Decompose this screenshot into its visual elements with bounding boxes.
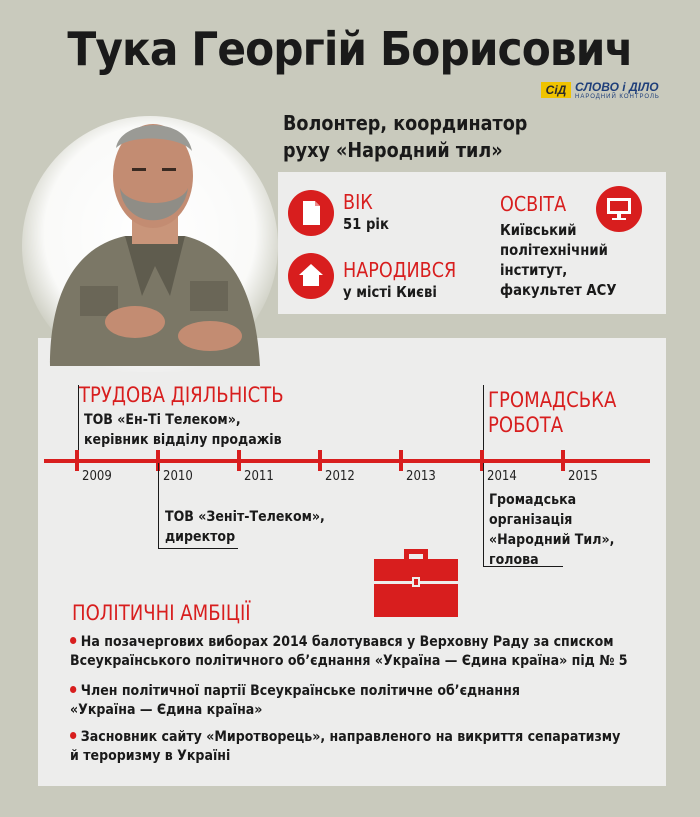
job-zenit xyxy=(165,507,325,547)
politics-item-party-line-2: «Україна — Єдина країна» xyxy=(70,702,263,718)
politics-item-elections-line-1: На позачергових виборах 2014 балотувався у Верховну Раду за списком xyxy=(80,634,614,650)
slovo-i-dilo-logo[interactable] xyxy=(541,80,661,104)
public-org-line-1: Громадська xyxy=(489,492,577,508)
job-zenit-line-2: директор xyxy=(165,529,236,545)
public-marker-line-bottom xyxy=(483,463,484,567)
timeline-tick xyxy=(561,450,565,471)
politics-item-site-line-1: Засновник сайту «Миротворець», направленого на викриття сепаратизму xyxy=(80,729,621,745)
education-label: ОСВІТА xyxy=(500,192,567,216)
politics-item-party xyxy=(70,682,520,720)
education-line-4: факультет АСУ xyxy=(500,281,617,299)
page-title: Тука Георгій Борисович xyxy=(67,22,633,76)
timeline-tick xyxy=(399,450,403,471)
role-line-1: Волонтер, координатор xyxy=(283,111,528,135)
job-entel-line-2: керівник відділу продажів xyxy=(84,432,282,448)
briefcase-icon xyxy=(374,547,458,619)
politics-item-elections xyxy=(70,633,628,671)
year-2014: 2014 xyxy=(487,469,517,484)
timeline-tick xyxy=(75,450,79,471)
public-org-line-2: організація xyxy=(489,512,573,528)
politics-item-site xyxy=(70,728,620,766)
role-line-2: руху «Народний тил» xyxy=(283,138,503,162)
born-value: у місті Києві xyxy=(343,283,437,301)
year-2013: 2013 xyxy=(406,469,436,484)
born-label: НАРОДИВСЯ xyxy=(343,258,457,282)
public-heading xyxy=(488,388,616,438)
logo-name: СЛОВО і ДІЛО xyxy=(575,80,659,94)
public-heading-line-1: ГРОМАДСЬКА xyxy=(488,388,617,412)
job-entel-line-1: ТОВ «Ен-Ті Телеком», xyxy=(84,412,241,428)
education-line-1: Київський xyxy=(500,221,577,239)
public-org xyxy=(489,490,614,570)
timeline-tick xyxy=(318,450,322,471)
timeline-tick xyxy=(237,450,241,471)
bullet-icon xyxy=(70,732,76,739)
politics-heading: ПОЛІТИЧНІ АМБІЦІЇ xyxy=(72,601,251,625)
year-2012: 2012 xyxy=(325,469,355,484)
year-2011: 2011 xyxy=(244,469,274,484)
public-org-line-4: голова xyxy=(489,552,539,568)
education-line-2: політехнічний xyxy=(500,241,608,259)
logo-mark: СіД xyxy=(541,82,571,98)
politics-item-party-line-1: Член політичної партії Всеукраїнське політичне об’єднання xyxy=(80,683,520,699)
year-2010: 2010 xyxy=(163,469,193,484)
logo-subtitle: НАРОДНИЙ КОНТРОЛЬ xyxy=(575,94,660,100)
age-label: ВІК xyxy=(343,190,373,214)
education-line-3: інститут, xyxy=(500,261,568,279)
portrait-photo xyxy=(20,96,280,372)
politics-item-elections-line-2: Всеукраїнського політичного об’єднання «Україна — Єдина країна» під № 5 xyxy=(70,653,628,669)
job-zenit-line-1: ТОВ «Зеніт-Телеком», xyxy=(165,509,325,525)
bullet-icon xyxy=(70,686,76,693)
year-2015: 2015 xyxy=(568,469,598,484)
work-heading: ТРУДОВА ДІЯЛЬНІСТЬ xyxy=(79,383,284,407)
house-icon xyxy=(288,253,334,299)
politics-item-site-line-2: й тероризму в Україні xyxy=(70,748,231,764)
zenit-marker-base xyxy=(158,548,238,549)
public-heading-line-2: РОБОТА xyxy=(488,413,564,437)
public-org-line-3: «Народний Тил», xyxy=(489,532,615,548)
education-value xyxy=(500,220,617,300)
role-text xyxy=(283,110,527,164)
bullet-icon xyxy=(70,637,76,644)
timeline-line xyxy=(44,459,650,463)
job-entel xyxy=(84,410,282,450)
document-icon xyxy=(288,190,334,236)
zenit-marker-line xyxy=(158,463,159,549)
year-2009: 2009 xyxy=(82,469,112,484)
age-value: 51 рік xyxy=(343,215,389,233)
